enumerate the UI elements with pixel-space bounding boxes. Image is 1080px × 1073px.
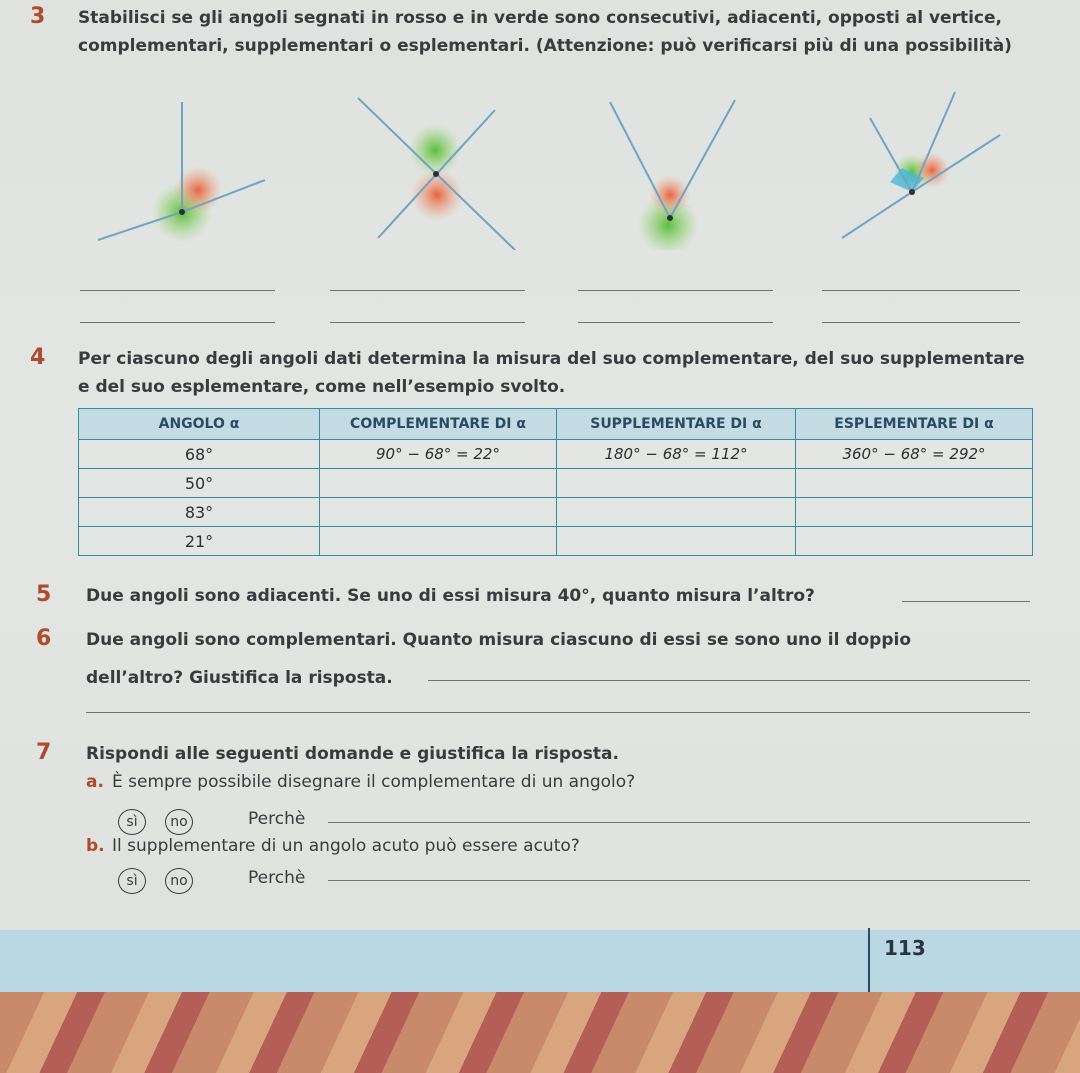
complementary-cell[interactable] [320,527,557,556]
complementary-cell[interactable] [320,498,557,527]
footer-divider [868,928,870,992]
explementary-cell[interactable] [796,527,1033,556]
supplementary-cell: 180° − 68° = 112° [557,440,796,469]
exercise-4-number: 4 [30,345,46,370]
angle-cell: 50° [79,469,320,498]
answer-line[interactable] [86,712,1030,713]
exercise-3-text: Stabilisci se gli angoli segnati in rosso e in verde sono consecutivi, adiacenti, opposti al vertice, complementari, supplementari o esplementari. (Attenzione: può verificarsi più di una possibilità) [78,8,1012,56]
exercise-5-text: Due angoli sono adiacenti. Se uno di essi misura 40°, quanto misura l’altro? [86,586,815,606]
answer-line[interactable] [330,322,525,323]
header-angle: ANGOLO α [79,409,320,440]
complementary-cell: 90° − 68° = 22° [320,440,557,469]
header-supplementary: SUPPLEMENTARE DI α [557,409,796,440]
figure-3-angles [610,100,735,250]
exercise-5-number: 5 [36,582,52,607]
question-b-text: Il supplementare di un angolo acuto può essere acuto? [112,836,580,856]
answer-line[interactable] [328,880,1030,881]
supplementary-cell[interactable] [557,469,796,498]
supplementary-cell[interactable] [557,498,796,527]
exercise-3-number: 3 [30,4,46,29]
answer-line[interactable] [822,322,1020,323]
explementary-cell[interactable] [796,498,1033,527]
no-option-b[interactable]: no [165,868,193,894]
angle-cell: 21° [79,527,320,556]
page-number: 113 [884,936,926,960]
explementary-cell[interactable] [796,469,1033,498]
yes-option-a[interactable]: sì [118,809,146,835]
answer-line[interactable] [80,290,275,291]
yes-option-b[interactable]: sì [118,868,146,894]
why-label-a: Perchè [248,809,306,829]
explementary-cell: 360° − 68° = 292° [796,440,1033,469]
answer-line[interactable] [80,322,275,323]
answer-line[interactable] [578,322,773,323]
header-complementary: COMPLEMENTARE DI α [320,409,557,440]
exercise-7-text: Rispondi alle seguenti domande e giustifica la risposta. [86,744,619,764]
angles-table [78,408,1033,556]
figure-2-angles [358,98,515,250]
exercise-4-text: Per ciascuno degli angoli dati determina la misura del suo complementare, del suo supplementare e del suo esplementare, come nell’esempio svolto. [78,349,1025,397]
exercise-6-line1: Due angoli sono complementari. Quanto misura ciascuno di essi se sono uno il doppio [86,630,912,650]
answer-line[interactable] [330,290,525,291]
answer-line[interactable] [428,680,1030,681]
answer-line[interactable] [328,822,1030,823]
angle-cell: 68° [79,440,320,469]
table-header-row [79,409,1033,440]
question-a-label: a. [86,772,104,792]
header-explementary: ESPLEMENTARE DI α [796,409,1033,440]
exercise-6-number: 6 [36,626,52,651]
complementary-cell[interactable] [320,469,557,498]
figure-4-angles [842,92,1000,238]
table-row [79,527,1033,556]
table-row [79,498,1033,527]
angle-figures [90,90,1030,250]
figure-3-red-angle [650,175,690,215]
answer-line[interactable] [902,601,1030,602]
figure-2-green-angle [409,124,461,176]
table-row [79,469,1033,498]
exercise-6-line2: dell’altro? Giustifica la risposta. [86,668,393,688]
why-label-b: Perchè [248,868,306,888]
angle-cell: 83° [79,498,320,527]
figure-1-angles [98,102,265,242]
answer-line[interactable] [578,290,773,291]
answer-line[interactable] [822,290,1020,291]
exercise-7-number: 7 [36,740,52,765]
supplementary-cell[interactable] [557,527,796,556]
question-a-text: È sempre possibile disegnare il complementare di un angolo? [112,772,636,792]
question-b-label: b. [86,836,105,856]
background-carpet [0,992,1080,1073]
table-row [79,440,1033,469]
no-option-a[interactable]: no [165,809,193,835]
